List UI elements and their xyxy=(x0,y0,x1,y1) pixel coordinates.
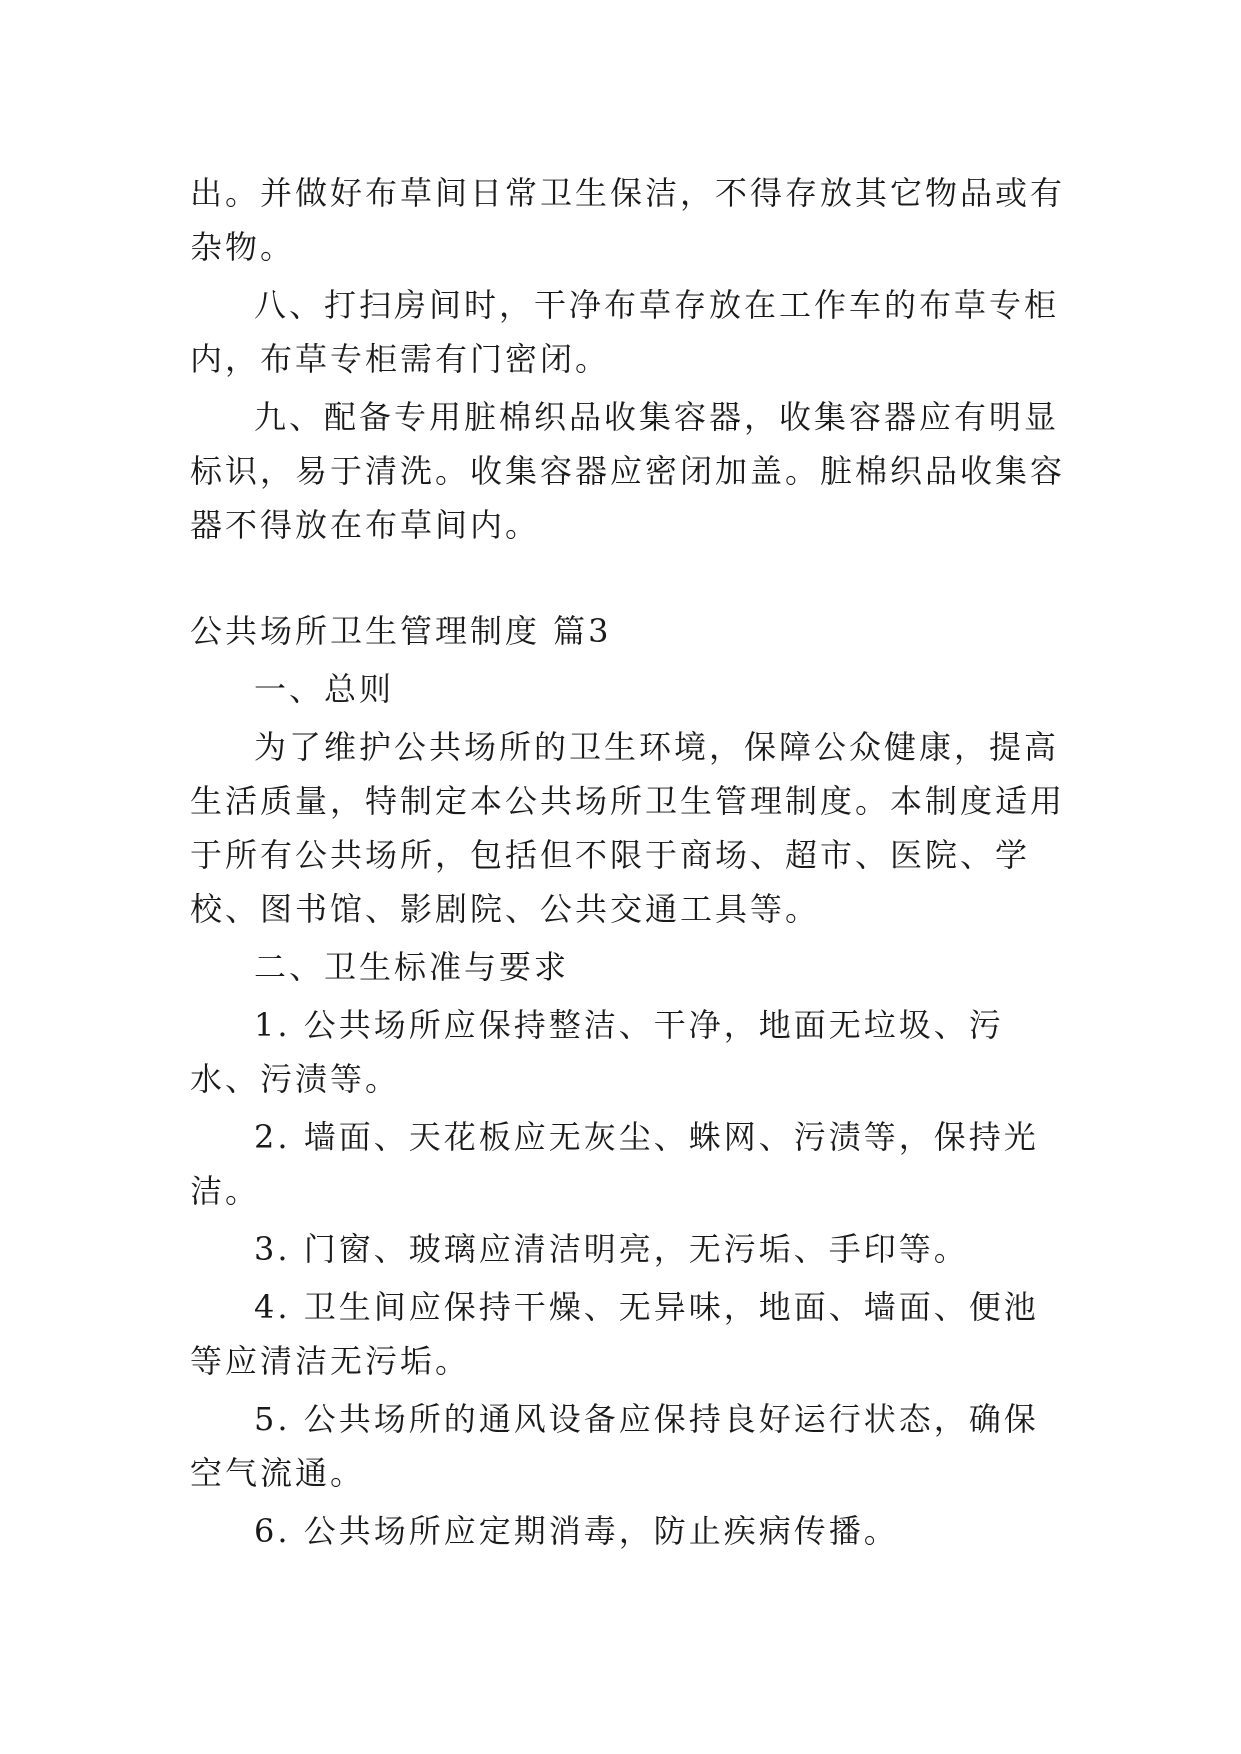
section-title: 公共场所卫生管理制度 篇3 xyxy=(190,612,612,650)
subheading-standards: 二、卫生标准与要求 xyxy=(254,948,570,986)
paragraph-item-9: 九、配备专用脏棉织品收集容器，收集容器应有明显标识，易于清洗。收集容器应密闭加盖。脏棉织品收集容器不得放在布草间内。 xyxy=(190,398,1066,544)
paragraph-item-8: 八、打扫房间时，干净布草存放在工作车的布草专柜内，布草专柜需有门密闭。 xyxy=(190,286,1060,378)
list-item-5: 5. 公共场所的通风设备应保持良好运行状态，确保空气流通。 xyxy=(190,1400,1039,1492)
list-item-2: 2. 墙面、天花板应无灰尘、蛛网、污渍等，保持光洁。 xyxy=(190,1118,1039,1210)
paragraph-continuation: 出。并做好布草间日常卫生保洁，不得存放其它物品或有杂物。 xyxy=(190,174,1066,266)
list-item-1: 1. 公共场所应保持整洁、干净，地面无垃圾、污水、污渍等。 xyxy=(190,1006,1004,1098)
list-item-4: 4. 卫生间应保持干燥、无异味，地面、墙面、便池等应清洁无污垢。 xyxy=(190,1288,1039,1380)
subheading-general: 一、总则 xyxy=(254,670,395,708)
document-body xyxy=(190,166,1070,1562)
list-item-3: 3. 门窗、玻璃应清洁明亮，无污垢、手印等。 xyxy=(254,1230,969,1268)
list-item-6: 6. 公共场所应定期消毒，防止疾病传播。 xyxy=(254,1512,899,1550)
paragraph-general: 为了维护公共场所的卫生环境，保障公众健康，提高生活质量，特制定本公共场所卫生管理制度。本制度适用于所有公共场所，包括但不限于商场、超市、医院、学校、图书馆、影剧院、公共交通工具等。 xyxy=(190,728,1066,928)
